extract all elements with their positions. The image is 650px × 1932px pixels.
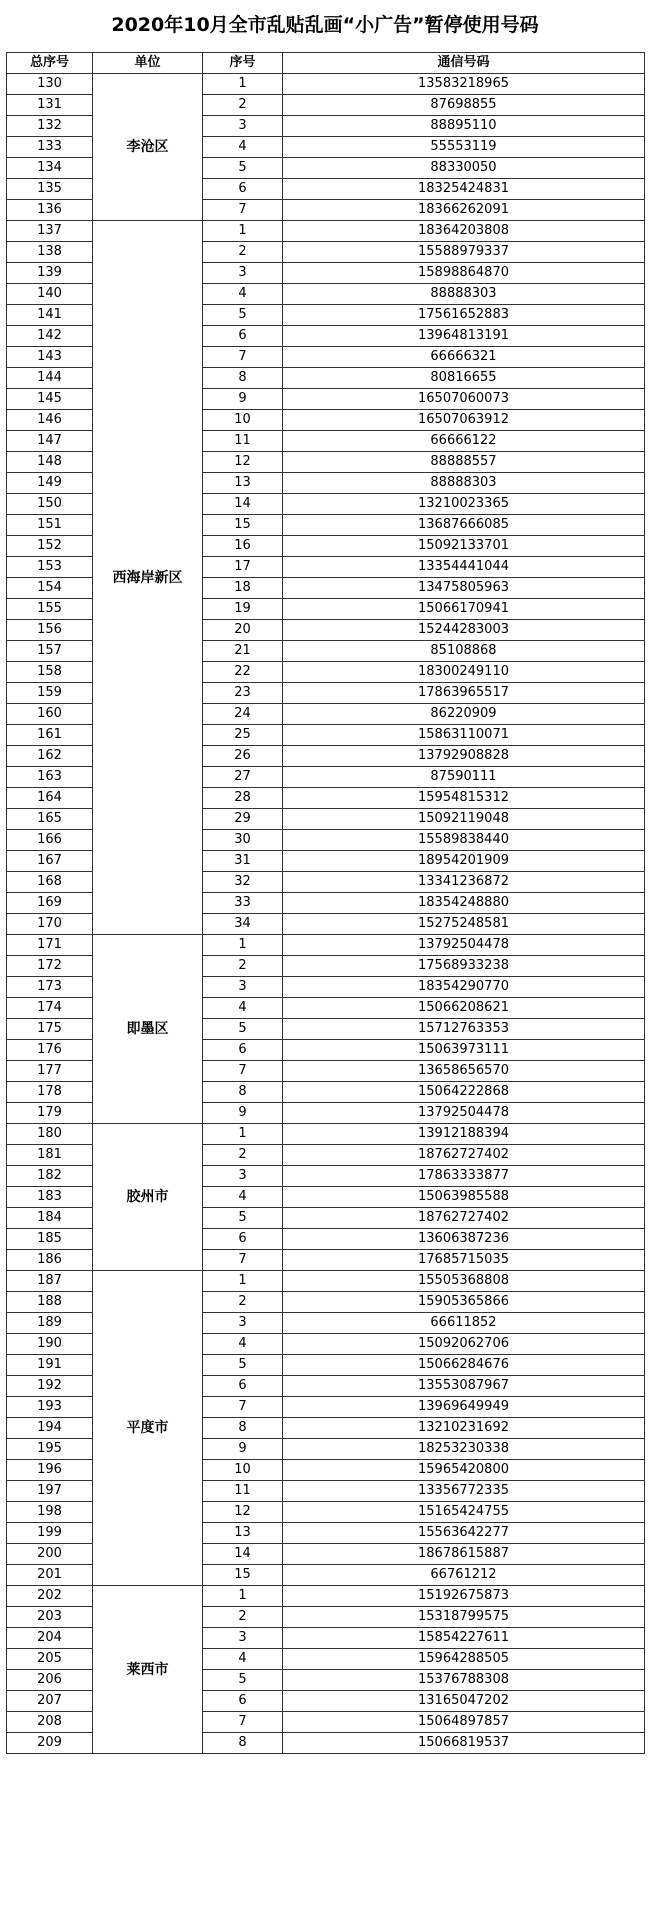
cell-total-number: 148 (7, 452, 93, 473)
cell-total-number: 130 (7, 74, 93, 95)
cell-phone-number: 18354248880 (283, 893, 645, 914)
cell-total-number: 208 (7, 1712, 93, 1733)
cell-sequence: 7 (203, 1712, 283, 1733)
cell-sequence: 6 (203, 1040, 283, 1061)
cell-total-number: 199 (7, 1523, 93, 1544)
cell-sequence: 22 (203, 662, 283, 683)
cell-total-number: 163 (7, 767, 93, 788)
cell-total-number: 205 (7, 1649, 93, 1670)
cell-sequence: 9 (203, 1439, 283, 1460)
cell-sequence: 10 (203, 410, 283, 431)
cell-phone-number: 15165424755 (283, 1502, 645, 1523)
cell-sequence: 4 (203, 284, 283, 305)
cell-total-number: 141 (7, 305, 93, 326)
cell-phone-number: 15905365866 (283, 1292, 645, 1313)
cell-total-number: 206 (7, 1670, 93, 1691)
cell-phone-number: 18325424831 (283, 179, 645, 200)
cell-phone-number: 13969649949 (283, 1397, 645, 1418)
cell-phone-number: 15066170941 (283, 599, 645, 620)
cell-total-number: 185 (7, 1229, 93, 1250)
cell-total-number: 154 (7, 578, 93, 599)
cell-total-number: 155 (7, 599, 93, 620)
cell-total-number: 169 (7, 893, 93, 914)
cell-total-number: 180 (7, 1124, 93, 1145)
table-row (7, 935, 645, 956)
cell-sequence: 9 (203, 389, 283, 410)
cell-sequence: 3 (203, 1628, 283, 1649)
cell-sequence: 9 (203, 1103, 283, 1124)
cell-sequence: 5 (203, 1208, 283, 1229)
cell-unit: 莱西市 (93, 1586, 203, 1754)
cell-sequence: 32 (203, 872, 283, 893)
cell-total-number: 189 (7, 1313, 93, 1334)
cell-sequence: 4 (203, 1334, 283, 1355)
cell-phone-number: 15863110071 (283, 725, 645, 746)
cell-phone-number: 80816655 (283, 368, 645, 389)
cell-sequence: 3 (203, 263, 283, 284)
cell-sequence: 6 (203, 1376, 283, 1397)
header-phone: 通信号码 (283, 53, 645, 74)
cell-phone-number: 16507063912 (283, 410, 645, 431)
cell-sequence: 6 (203, 1229, 283, 1250)
cell-total-number: 167 (7, 851, 93, 872)
cell-phone-number: 55553119 (283, 137, 645, 158)
cell-total-number: 151 (7, 515, 93, 536)
cell-phone-number: 15092133701 (283, 536, 645, 557)
cell-sequence: 2 (203, 95, 283, 116)
cell-phone-number: 13165047202 (283, 1691, 645, 1712)
cell-sequence: 1 (203, 1586, 283, 1607)
cell-sequence: 2 (203, 1607, 283, 1628)
cell-total-number: 179 (7, 1103, 93, 1124)
cell-sequence: 7 (203, 1397, 283, 1418)
table-row (7, 74, 645, 95)
cell-total-number: 176 (7, 1040, 93, 1061)
cell-unit: 胶州市 (93, 1124, 203, 1271)
cell-total-number: 149 (7, 473, 93, 494)
cell-total-number: 172 (7, 956, 93, 977)
cell-phone-number: 18354290770 (283, 977, 645, 998)
cell-total-number: 197 (7, 1481, 93, 1502)
cell-phone-number: 87590111 (283, 767, 645, 788)
cell-total-number: 178 (7, 1082, 93, 1103)
cell-sequence: 3 (203, 116, 283, 137)
cell-phone-number: 66611852 (283, 1313, 645, 1334)
cell-sequence: 15 (203, 1565, 283, 1586)
cell-sequence: 10 (203, 1460, 283, 1481)
cell-phone-number: 15066208621 (283, 998, 645, 1019)
cell-phone-number: 15898864870 (283, 263, 645, 284)
cell-sequence: 2 (203, 956, 283, 977)
cell-phone-number: 13210023365 (283, 494, 645, 515)
cell-sequence: 3 (203, 1166, 283, 1187)
cell-total-number: 139 (7, 263, 93, 284)
cell-phone-number: 13658656570 (283, 1061, 645, 1082)
cell-phone-number: 15063985588 (283, 1187, 645, 1208)
cell-sequence: 7 (203, 200, 283, 221)
cell-sequence: 3 (203, 977, 283, 998)
cell-sequence: 33 (203, 893, 283, 914)
cell-sequence: 4 (203, 1187, 283, 1208)
cell-total-number: 162 (7, 746, 93, 767)
cell-phone-number: 85108868 (283, 641, 645, 662)
cell-phone-number: 15092062706 (283, 1334, 645, 1355)
cell-sequence: 4 (203, 998, 283, 1019)
cell-total-number: 143 (7, 347, 93, 368)
cell-phone-number: 13475805963 (283, 578, 645, 599)
cell-total-number: 161 (7, 725, 93, 746)
header-seq: 序号 (203, 53, 283, 74)
cell-phone-number: 15244283003 (283, 620, 645, 641)
cell-total-number: 191 (7, 1355, 93, 1376)
cell-total-number: 164 (7, 788, 93, 809)
cell-sequence: 13 (203, 1523, 283, 1544)
cell-phone-number: 15505368808 (283, 1271, 645, 1292)
cell-unit: 平度市 (93, 1271, 203, 1586)
cell-total-number: 142 (7, 326, 93, 347)
cell-phone-number: 15854227611 (283, 1628, 645, 1649)
cell-sequence: 1 (203, 1124, 283, 1145)
cell-phone-number: 13606387236 (283, 1229, 645, 1250)
cell-phone-number: 86220909 (283, 704, 645, 725)
cell-phone-number: 15588979337 (283, 242, 645, 263)
cell-total-number: 175 (7, 1019, 93, 1040)
cell-total-number: 146 (7, 410, 93, 431)
cell-sequence: 21 (203, 641, 283, 662)
cell-phone-number: 18678615887 (283, 1544, 645, 1565)
cell-total-number: 144 (7, 368, 93, 389)
cell-unit: 李沧区 (93, 74, 203, 221)
cell-total-number: 147 (7, 431, 93, 452)
cell-unit: 即墨区 (93, 935, 203, 1124)
cell-total-number: 150 (7, 494, 93, 515)
cell-total-number: 137 (7, 221, 93, 242)
cell-phone-number: 15965420800 (283, 1460, 645, 1481)
cell-phone-number: 17863965517 (283, 683, 645, 704)
cell-sequence: 29 (203, 809, 283, 830)
cell-total-number: 184 (7, 1208, 93, 1229)
cell-phone-number: 15589838440 (283, 830, 645, 851)
table-row (7, 1586, 645, 1607)
cell-phone-number: 15192675873 (283, 1586, 645, 1607)
cell-total-number: 170 (7, 914, 93, 935)
cell-total-number: 203 (7, 1607, 93, 1628)
cell-sequence: 5 (203, 1670, 283, 1691)
cell-total-number: 188 (7, 1292, 93, 1313)
cell-total-number: 201 (7, 1565, 93, 1586)
cell-total-number: 136 (7, 200, 93, 221)
cell-sequence: 8 (203, 1082, 283, 1103)
cell-phone-number: 18762727402 (283, 1145, 645, 1166)
cell-sequence: 1 (203, 221, 283, 242)
cell-phone-number: 88888303 (283, 473, 645, 494)
header-total: 总序号 (7, 53, 93, 74)
cell-phone-number: 15563642277 (283, 1523, 645, 1544)
cell-total-number: 195 (7, 1439, 93, 1460)
cell-sequence: 24 (203, 704, 283, 725)
cell-sequence: 12 (203, 452, 283, 473)
cell-total-number: 194 (7, 1418, 93, 1439)
cell-total-number: 131 (7, 95, 93, 116)
cell-sequence: 34 (203, 914, 283, 935)
cell-total-number: 153 (7, 557, 93, 578)
cell-sequence: 6 (203, 326, 283, 347)
cell-sequence: 6 (203, 179, 283, 200)
cell-phone-number: 66666321 (283, 347, 645, 368)
cell-sequence: 23 (203, 683, 283, 704)
cell-total-number: 181 (7, 1145, 93, 1166)
cell-total-number: 207 (7, 1691, 93, 1712)
cell-sequence: 20 (203, 620, 283, 641)
cell-sequence: 5 (203, 1355, 283, 1376)
cell-phone-number: 13583218965 (283, 74, 645, 95)
cell-total-number: 168 (7, 872, 93, 893)
cell-phone-number: 17863333877 (283, 1166, 645, 1187)
table-row (7, 1271, 645, 1292)
cell-total-number: 209 (7, 1733, 93, 1754)
cell-phone-number: 13354441044 (283, 557, 645, 578)
cell-total-number: 160 (7, 704, 93, 725)
cell-total-number: 190 (7, 1334, 93, 1355)
cell-phone-number: 18954201909 (283, 851, 645, 872)
cell-phone-number: 18253230338 (283, 1439, 645, 1460)
cell-sequence: 26 (203, 746, 283, 767)
cell-phone-number: 17568933238 (283, 956, 645, 977)
cell-total-number: 140 (7, 284, 93, 305)
cell-sequence: 8 (203, 1733, 283, 1754)
page-title: 2020年10月全市乱贴乱画“小广告”暂停使用号码 (111, 14, 539, 36)
cell-phone-number: 18762727402 (283, 1208, 645, 1229)
cell-phone-number: 13792504478 (283, 1103, 645, 1124)
cell-sequence: 13 (203, 473, 283, 494)
cell-phone-number: 88888303 (283, 284, 645, 305)
cell-sequence: 11 (203, 431, 283, 452)
cell-phone-number: 17561652883 (283, 305, 645, 326)
cell-total-number: 177 (7, 1061, 93, 1082)
cell-phone-number: 13687666085 (283, 515, 645, 536)
cell-total-number: 134 (7, 158, 93, 179)
cell-phone-number: 13792908828 (283, 746, 645, 767)
cell-phone-number: 13553087967 (283, 1376, 645, 1397)
cell-sequence: 15 (203, 515, 283, 536)
cell-sequence: 2 (203, 1145, 283, 1166)
cell-total-number: 198 (7, 1502, 93, 1523)
cell-phone-number: 87698855 (283, 95, 645, 116)
cell-total-number: 135 (7, 179, 93, 200)
cell-total-number: 202 (7, 1586, 93, 1607)
cell-sequence: 11 (203, 1481, 283, 1502)
cell-total-number: 157 (7, 641, 93, 662)
table-row (7, 221, 645, 242)
cell-phone-number: 16507060073 (283, 389, 645, 410)
cell-total-number: 186 (7, 1250, 93, 1271)
cell-sequence: 30 (203, 830, 283, 851)
cell-sequence: 19 (203, 599, 283, 620)
cell-total-number: 132 (7, 116, 93, 137)
cell-phone-number: 13792504478 (283, 935, 645, 956)
cell-total-number: 133 (7, 137, 93, 158)
cell-unit: 西海岸新区 (93, 221, 203, 935)
cell-sequence: 5 (203, 1019, 283, 1040)
cell-phone-number: 88330050 (283, 158, 645, 179)
table-body (7, 74, 645, 1754)
cell-total-number: 138 (7, 242, 93, 263)
cell-phone-number: 15318799575 (283, 1607, 645, 1628)
cell-sequence: 4 (203, 137, 283, 158)
cell-sequence: 8 (203, 1418, 283, 1439)
cell-phone-number: 18300249110 (283, 662, 645, 683)
cell-total-number: 166 (7, 830, 93, 851)
cell-sequence: 5 (203, 305, 283, 326)
table-row (7, 1124, 645, 1145)
cell-total-number: 204 (7, 1628, 93, 1649)
cell-sequence: 1 (203, 1271, 283, 1292)
cell-sequence: 31 (203, 851, 283, 872)
cell-sequence: 5 (203, 158, 283, 179)
cell-phone-number: 88895110 (283, 116, 645, 137)
cell-total-number: 192 (7, 1376, 93, 1397)
cell-phone-number: 13912188394 (283, 1124, 645, 1145)
cell-phone-number: 15712763353 (283, 1019, 645, 1040)
header-unit: 单位 (93, 53, 203, 74)
cell-phone-number: 15066819537 (283, 1733, 645, 1754)
cell-phone-number: 13210231692 (283, 1418, 645, 1439)
cell-phone-number: 15275248581 (283, 914, 645, 935)
cell-total-number: 174 (7, 998, 93, 1019)
cell-phone-number: 18364203808 (283, 221, 645, 242)
cell-phone-number: 17685715035 (283, 1250, 645, 1271)
cell-phone-number: 18366262091 (283, 200, 645, 221)
cell-total-number: 173 (7, 977, 93, 998)
cell-phone-number: 88888557 (283, 452, 645, 473)
cell-sequence: 3 (203, 1313, 283, 1334)
cell-total-number: 159 (7, 683, 93, 704)
cell-phone-number: 15376788308 (283, 1670, 645, 1691)
cell-sequence: 18 (203, 578, 283, 599)
cell-sequence: 4 (203, 1649, 283, 1670)
cell-total-number: 156 (7, 620, 93, 641)
cell-phone-number: 15066284676 (283, 1355, 645, 1376)
cell-total-number: 200 (7, 1544, 93, 1565)
cell-sequence: 28 (203, 788, 283, 809)
cell-total-number: 165 (7, 809, 93, 830)
cell-phone-number: 15064222868 (283, 1082, 645, 1103)
cell-sequence: 7 (203, 1061, 283, 1082)
cell-sequence: 1 (203, 74, 283, 95)
cell-total-number: 158 (7, 662, 93, 683)
cell-phone-number: 66666122 (283, 431, 645, 452)
cell-phone-number: 13356772335 (283, 1481, 645, 1502)
cell-phone-number: 15092119048 (283, 809, 645, 830)
cell-total-number: 193 (7, 1397, 93, 1418)
cell-phone-number: 15954815312 (283, 788, 645, 809)
cell-sequence: 12 (203, 1502, 283, 1523)
cell-sequence: 6 (203, 1691, 283, 1712)
cell-sequence: 16 (203, 536, 283, 557)
cell-total-number: 196 (7, 1460, 93, 1481)
cell-sequence: 1 (203, 935, 283, 956)
cell-sequence: 7 (203, 1250, 283, 1271)
header-row (7, 53, 645, 74)
cell-sequence: 7 (203, 347, 283, 368)
cell-sequence: 8 (203, 368, 283, 389)
cell-total-number: 187 (7, 1271, 93, 1292)
cell-sequence: 14 (203, 494, 283, 515)
cell-total-number: 183 (7, 1187, 93, 1208)
cell-phone-number: 13341236872 (283, 872, 645, 893)
cell-total-number: 182 (7, 1166, 93, 1187)
cell-total-number: 152 (7, 536, 93, 557)
cell-sequence: 25 (203, 725, 283, 746)
cell-phone-number: 13964813191 (283, 326, 645, 347)
cell-sequence: 2 (203, 1292, 283, 1313)
cell-total-number: 145 (7, 389, 93, 410)
cell-total-number: 171 (7, 935, 93, 956)
number-table (6, 52, 645, 1754)
cell-phone-number: 15964288505 (283, 1649, 645, 1670)
cell-phone-number: 15064897857 (283, 1712, 645, 1733)
cell-sequence: 14 (203, 1544, 283, 1565)
cell-sequence: 2 (203, 242, 283, 263)
cell-phone-number: 66761212 (283, 1565, 645, 1586)
cell-sequence: 27 (203, 767, 283, 788)
cell-sequence: 17 (203, 557, 283, 578)
cell-phone-number: 15063973111 (283, 1040, 645, 1061)
